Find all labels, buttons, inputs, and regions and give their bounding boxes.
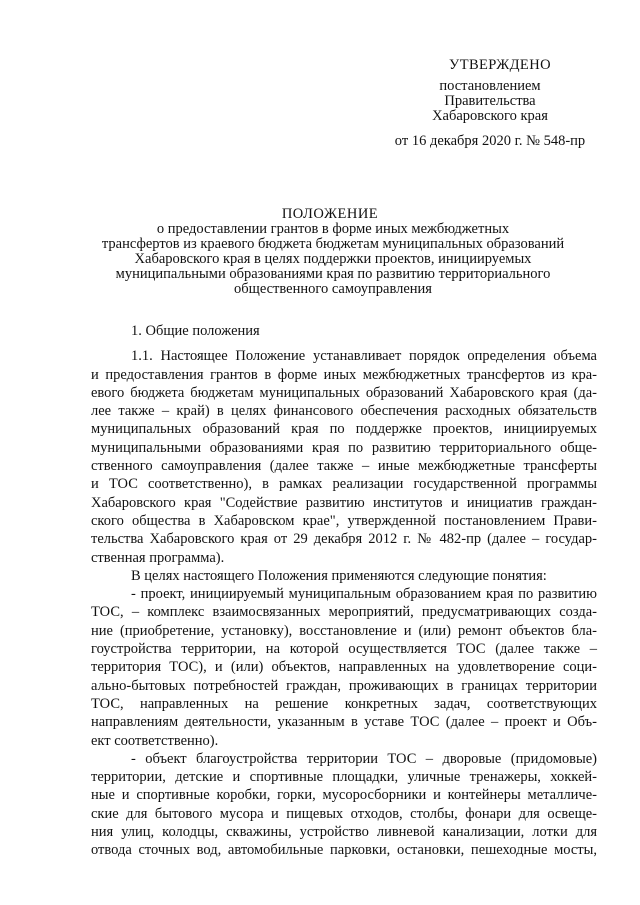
approval-line-3: Хабаровского края bbox=[432, 108, 548, 124]
body-line: ские для бытового мусора и пищевых отходов, столбы, фонари для освеще- bbox=[91, 805, 597, 822]
section-heading: 1. Общие положения bbox=[131, 323, 260, 339]
body-line: направлениям деятельности, указанным в уставе ТОС (далее – проект и Объ- bbox=[91, 714, 597, 731]
approval-date: от 16 декабря 2020 г. № 548-пр bbox=[394, 133, 586, 149]
body-line: ского общества в Хабаровском крае", утвержденной постановлением Прави- bbox=[91, 512, 597, 529]
document-subtitle bbox=[88, 222, 578, 297]
body-line: ект соответственно). bbox=[91, 732, 219, 749]
body-line: отвода сточных вод, автомобильные парковки, остановки, пешеходные мосты, bbox=[91, 842, 597, 859]
subtitle-line: Хабаровского края в целях поддержки проектов, инициируемых bbox=[134, 251, 532, 267]
body-line: Хабаровского края "Содействие развитию институтов и инициатив граждан- bbox=[91, 494, 597, 511]
body-line: евого бюджета бюджетам муниципальных образований Хабаровского края (да- bbox=[91, 384, 597, 401]
subtitle-line: муниципальными образованиями края по развитию территориального bbox=[115, 266, 551, 282]
body-line: ТОС, направленных на решение конкретных задач, соответствующих bbox=[91, 695, 597, 712]
body-line: и предоставления грантов в форме иных межбюджетных трансфертов из кра- bbox=[91, 366, 597, 383]
subtitle-line: о предоставлении грантов в форме иных межбюджетных bbox=[156, 221, 510, 237]
body-line: и ТОС соответственно), в рамках реализации государственной программы bbox=[91, 476, 597, 493]
body-line: лее также – край) в целях финансового обеспечения расходных обязательств bbox=[91, 403, 597, 420]
body-line: ственная программа). bbox=[91, 549, 225, 566]
body-line: ально-бытовых потребностей граждан, проживающих в границах территории bbox=[91, 677, 597, 694]
body-line: гоустройства территории, на которой осуществляется ТОС (далее также – bbox=[91, 641, 597, 658]
body-line: 1.1. Настоящее Положение устанавливает порядок определения объема bbox=[131, 348, 597, 365]
body-line: муниципальными образованиями края по развитию территориального обще- bbox=[91, 439, 597, 456]
subtitle-line: общественного самоуправления bbox=[234, 281, 432, 297]
body-line: ния улиц, колодцы, скважины, устройство ливневой канализации, лотки для bbox=[91, 824, 597, 841]
body-line: территории, детские и спортивные площадки, уличные тренажеры, хоккей- bbox=[91, 769, 597, 786]
body-line: - проект, инициируемый муниципальным образованием края по развитию bbox=[131, 586, 597, 603]
body-line: территория ТОС), и (или) объектов, направленных на удовлетворение соци- bbox=[91, 659, 597, 676]
approval-line-1: постановлением bbox=[439, 78, 541, 94]
approval-block bbox=[385, 58, 595, 149]
body-line: ные и спортивные коробки, горки, мусоросборники и контейнеры металличе- bbox=[91, 787, 597, 804]
body-line: тельства Хабаровского края от 29 декабря 2012 г. № 482-пр (далее – государ- bbox=[91, 531, 597, 548]
body-line: ТОС, – комплекс взаимосвязанных мероприятий, предусматривающих созда- bbox=[91, 604, 597, 621]
approval-heading: УТВЕРЖДЕНО bbox=[449, 57, 551, 73]
body-line: муниципальных образований края по поддержке проектов, инициируемых bbox=[91, 421, 597, 438]
body-line: ственного самоуправления (далее также – иные межбюджетные трансферты bbox=[91, 458, 597, 475]
approval-line-2: Правительства bbox=[444, 93, 536, 109]
body-line: - объект благоустройства территории ТОС – дворовые (придомовые) bbox=[131, 750, 597, 767]
body-line: В целях настоящего Положения применяются следующие понятия: bbox=[131, 567, 547, 584]
subtitle-line: трансфертов из краевого бюджета бюджетам муниципальных образований bbox=[101, 236, 565, 252]
body-line: ние (приобретение, установку), восстановление и (или) ремонт объектов бла- bbox=[91, 622, 597, 639]
document-body bbox=[91, 322, 597, 860]
document-title: ПОЛОЖЕНИЕ bbox=[281, 206, 379, 222]
